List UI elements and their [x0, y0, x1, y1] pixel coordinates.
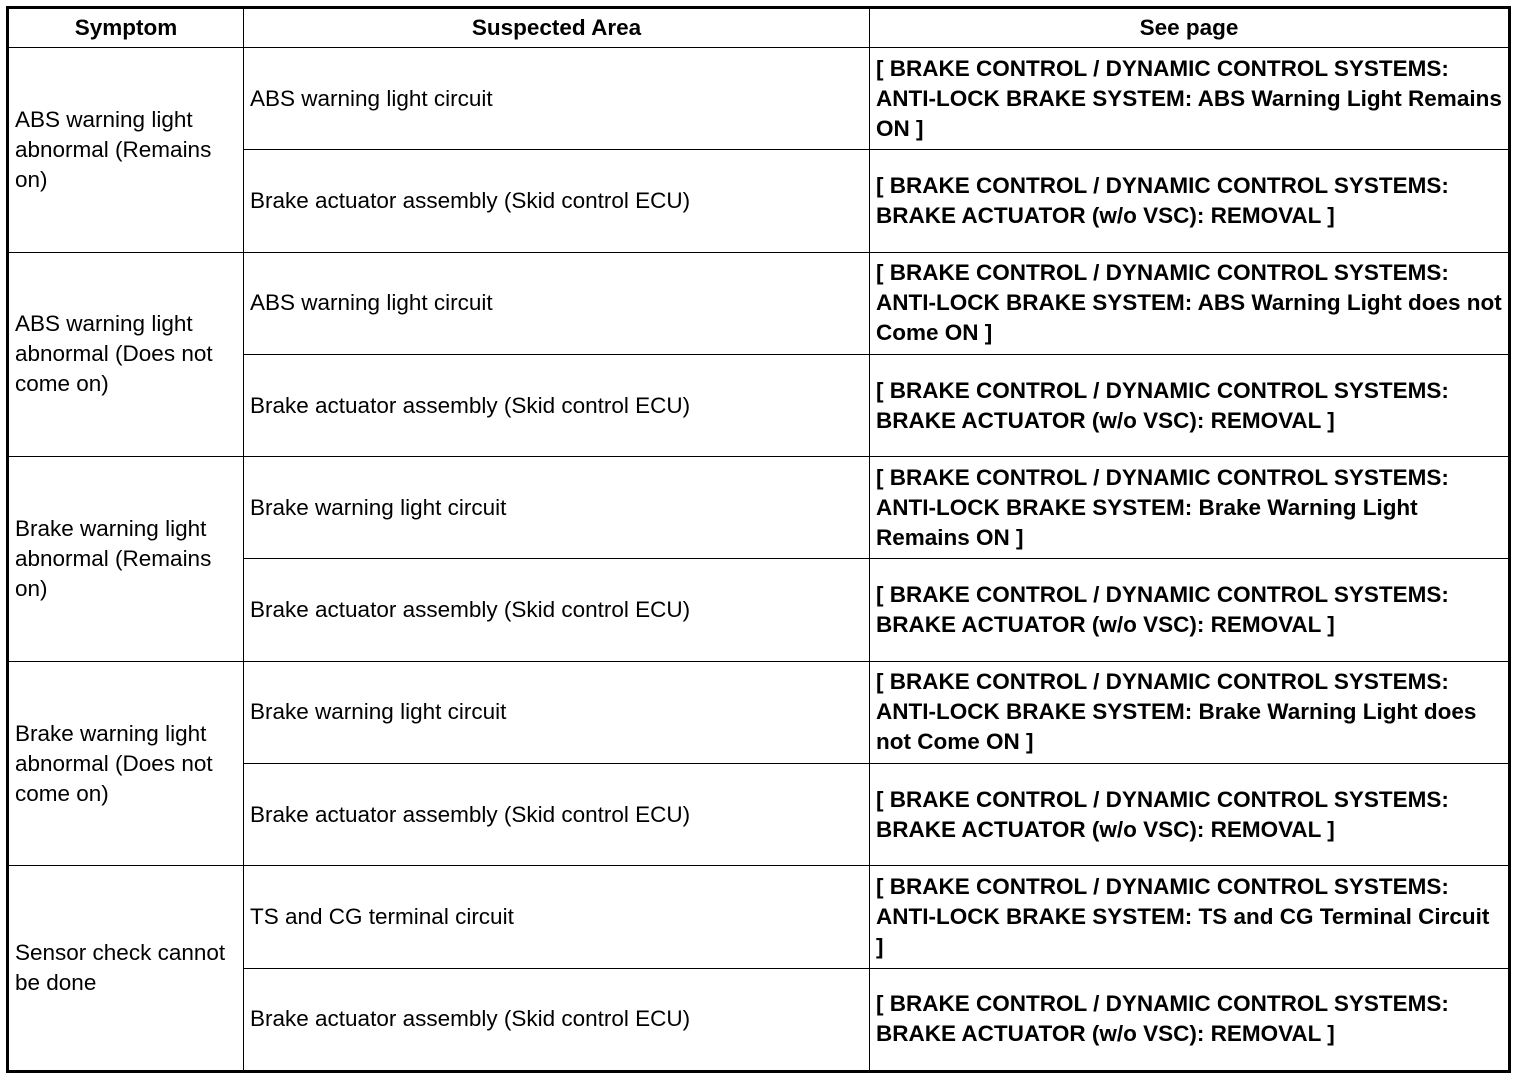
symptom-cell: Brake warning light abnormal (Does not come on)	[8, 661, 244, 866]
table-row	[8, 252, 1510, 354]
page-reference-link[interactable]: [ BRAKE CONTROL / DYNAMIC CONTROL SYSTEMS: BRAKE ACTUATOR (w/o VSC): REMOVAL ]	[870, 354, 1510, 456]
troubleshooting-table	[6, 6, 1511, 1073]
page-reference-link[interactable]: [ BRAKE CONTROL / DYNAMIC CONTROL SYSTEMS: ANTI-LOCK BRAKE SYSTEM: ABS Warning Light Remains ON ]	[870, 48, 1510, 150]
suspected-area-cell: ABS warning light circuit	[244, 48, 870, 150]
header-symptom: Symptom	[8, 8, 244, 48]
page-reference-link[interactable]: [ BRAKE CONTROL / DYNAMIC CONTROL SYSTEMS: BRAKE ACTUATOR (w/o VSC): REMOVAL ]	[870, 150, 1510, 252]
suspected-area-cell: ABS warning light circuit	[244, 252, 870, 354]
suspected-area-cell: Brake warning light circuit	[244, 661, 870, 763]
suspected-area-cell: TS and CG terminal circuit	[244, 866, 870, 968]
table-row	[8, 48, 1510, 150]
table-row	[8, 866, 1510, 968]
table-row	[8, 457, 1510, 559]
page-reference-link[interactable]: [ BRAKE CONTROL / DYNAMIC CONTROL SYSTEMS: ANTI-LOCK BRAKE SYSTEM: ABS Warning Light does not Come ON ]	[870, 252, 1510, 354]
page-reference-link[interactable]: [ BRAKE CONTROL / DYNAMIC CONTROL SYSTEMS: ANTI-LOCK BRAKE SYSTEM: Brake Warning Light Remains ON ]	[870, 457, 1510, 559]
symptom-cell: Brake warning light abnormal (Remains on)	[8, 457, 244, 662]
page-reference-link[interactable]: [ BRAKE CONTROL / DYNAMIC CONTROL SYSTEMS: BRAKE ACTUATOR (w/o VSC): REMOVAL ]	[870, 764, 1510, 866]
header-suspected-area: Suspected Area	[244, 8, 870, 48]
symptom-cell: ABS warning light abnormal (Does not come on)	[8, 252, 244, 457]
page-reference-link[interactable]: [ BRAKE CONTROL / DYNAMIC CONTROL SYSTEMS: BRAKE ACTUATOR (w/o VSC): REMOVAL ]	[870, 559, 1510, 661]
symptom-cell: Sensor check cannot be done	[8, 866, 244, 1072]
suspected-area-cell: Brake actuator assembly (Skid control ECU)	[244, 764, 870, 866]
symptom-cell: ABS warning light abnormal (Remains on)	[8, 48, 244, 253]
suspected-area-cell: Brake actuator assembly (Skid control ECU)	[244, 559, 870, 661]
suspected-area-cell: Brake warning light circuit	[244, 457, 870, 559]
suspected-area-cell: Brake actuator assembly (Skid control ECU)	[244, 150, 870, 252]
page-reference-link[interactable]: [ BRAKE CONTROL / DYNAMIC CONTROL SYSTEMS: ANTI-LOCK BRAKE SYSTEM: TS and CG Terminal Circuit ]	[870, 866, 1510, 968]
header-row	[8, 8, 1510, 48]
suspected-area-cell: Brake actuator assembly (Skid control ECU)	[244, 968, 870, 1071]
page-reference-link[interactable]: [ BRAKE CONTROL / DYNAMIC CONTROL SYSTEMS: BRAKE ACTUATOR (w/o VSC): REMOVAL ]	[870, 968, 1510, 1071]
suspected-area-cell: Brake actuator assembly (Skid control ECU)	[244, 354, 870, 456]
table-row	[8, 661, 1510, 763]
header-see-page: See page	[870, 8, 1510, 48]
page-reference-link[interactable]: [ BRAKE CONTROL / DYNAMIC CONTROL SYSTEMS: ANTI-LOCK BRAKE SYSTEM: Brake Warning Light does not Come ON ]	[870, 661, 1510, 763]
